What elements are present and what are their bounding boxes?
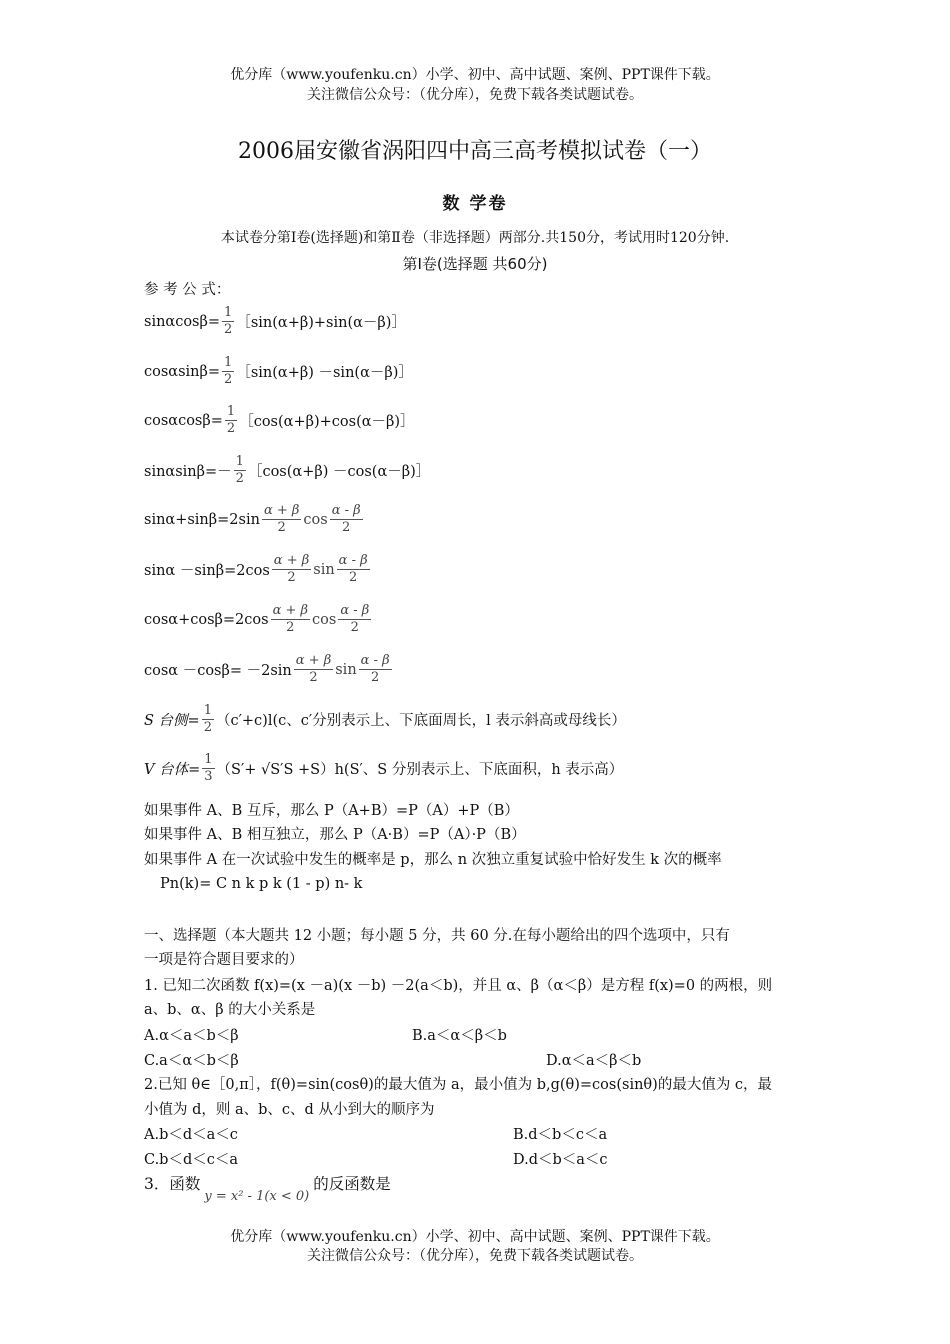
reference-formulas-title: 参 考 公 式：: [144, 282, 231, 298]
numerator: α - β: [331, 503, 361, 518]
denominator: 2: [235, 471, 244, 486]
formula-mid: sin: [335, 661, 357, 678]
footer-line-1: 优分库（www.youfenku.cn）小学、初中、高中试题、案例、PPT课件下载。: [230, 1229, 720, 1245]
denominator: 2: [287, 570, 296, 585]
event-formula-3: 如果事件 A 在一次试验中发生的概率是 p，那么 n 次独立重复试验中恰好发生 k 次的概率: [144, 852, 722, 868]
formula-9: [144, 703, 626, 736]
numerator: 1: [224, 355, 233, 370]
formula-5: [144, 503, 365, 536]
denominator: 2: [277, 520, 286, 535]
q3-prefix: 3．函数: [144, 1175, 201, 1193]
formula-8: [144, 653, 394, 686]
fraction: [202, 752, 214, 785]
formula-4: [144, 454, 430, 487]
denominator: 2: [370, 670, 380, 685]
q2-stem-1: 2.已知 θ∈［0,π］，f(θ)=sin(cosθ)的最大值为 a，最小值为 b,g(θ)=cos(sinθ)的最大值为 c，最: [144, 1077, 773, 1093]
q1-stem-2: a、b、α、β 的大小关系是: [144, 1002, 316, 1018]
event-formula-2: 如果事件 A、B 相互独立，那么 P（A·B）=P（A）·P（B）: [144, 827, 526, 843]
header-line-2: 关注微信公众号：（优分库），免费下载各类试题试卷。: [307, 87, 643, 103]
formula-rhs: （S′+ √S′S +S）h(S′、S 分别表示上、下底面积，h 表示高）: [216, 762, 624, 778]
fraction: [202, 703, 214, 736]
part1-instructions-2: 一项是符合题目要求的）: [144, 952, 304, 968]
denominator: 2: [342, 520, 351, 535]
q1-option-a: A.α＜a＜b＜β: [144, 1028, 239, 1044]
binomial-formula: Pn(k)= C n k p k (1 - p) n- k: [160, 876, 363, 892]
q3-stem: [144, 1172, 391, 1204]
q3-expression: y = x² - 1(x < 0): [204, 1189, 310, 1204]
numerator: 1: [224, 305, 233, 320]
numerator: 1: [203, 703, 212, 718]
q1-option-c: C.a＜α＜b＜β: [144, 1053, 239, 1069]
q2-option-a: A.b＜d＜a＜c: [144, 1127, 238, 1143]
footer-line-2: 关注微信公众号：（优分库），免费下载各类试题试卷。: [307, 1248, 643, 1264]
fraction: [222, 355, 234, 388]
formula-rhs: ［cos(α+β) －cos(α－β)］: [247, 464, 431, 480]
header-line-1: 优分库（www.youfenku.cn）小学、初中、高中试题、案例、PPT课件下载。: [230, 67, 720, 83]
numerator: α + β: [263, 503, 300, 518]
formula-lhs: S 台侧=: [144, 713, 200, 729]
q2-option-c: C.b＜d＜c＜a: [144, 1152, 239, 1168]
formula-mid: cos: [303, 511, 328, 528]
numerator: α - β: [360, 653, 390, 668]
q1-option-b: B.a＜α＜β＜b: [412, 1028, 507, 1044]
denominator: 2: [309, 670, 318, 685]
formula-rhs: ［sin(α+β)+sin(α－β)］: [236, 315, 406, 331]
formula-2: [144, 355, 413, 388]
fraction: [271, 603, 310, 636]
q1-option-d: D.α＜a＜β＜b: [546, 1053, 642, 1069]
denominator: 2: [226, 421, 236, 436]
denominator: 2: [286, 620, 295, 635]
q3-suffix: 的反函数是: [313, 1175, 391, 1193]
numerator: α + β: [273, 553, 310, 568]
formula-lhs: sinαcosβ=: [144, 313, 221, 330]
formula-rhs: ［sin(α+β) －sin(α－β)］: [236, 365, 413, 381]
fraction: [272, 553, 311, 586]
fraction: [225, 404, 237, 437]
formula-rhs: （c′+c)l(c、c′分别表示上、下底面周长，l 表示斜高或母线长）: [215, 713, 626, 729]
fraction: [234, 454, 246, 487]
numerator: 1: [226, 404, 236, 419]
formula-rhs: ［cos(α+β)+cos(α－β)］: [239, 414, 415, 430]
denominator: 2: [349, 570, 358, 585]
fraction: [330, 503, 363, 536]
formula-lhs: sinα －sinβ=2cos: [144, 563, 270, 579]
formula-1: [144, 305, 406, 338]
formula-lhs: cosα+cosβ=2cos: [144, 611, 269, 628]
denominator: 2: [350, 620, 359, 635]
q2-stem-2: 小值为 d，则 a、b、c、d 从小到大的顺序为: [144, 1102, 435, 1118]
event-formula-1: 如果事件 A、B 互斥，那么 P（A+B）=P（A）+P（B）: [144, 803, 519, 819]
numerator: α - β: [340, 603, 370, 618]
fraction: [337, 553, 370, 586]
numerator: α - β: [338, 553, 368, 568]
formula-10: [144, 752, 623, 785]
numerator: 1: [204, 752, 213, 767]
page-title: 2006届安徽省涡阳四中高三高考模拟试卷（一）: [238, 139, 712, 164]
denominator: 2: [224, 322, 233, 337]
numerator: α + β: [272, 603, 309, 618]
formula-mid: cos: [312, 611, 337, 628]
formula-lhs: V 台体=: [144, 762, 201, 778]
fraction: [222, 305, 234, 338]
q2-option-d: D.d＜b＜a＜c: [513, 1152, 608, 1168]
fraction: [338, 603, 371, 636]
q2-option-b: B.d＜b＜c＜a: [513, 1127, 608, 1143]
formula-7: [144, 603, 373, 636]
formula-lhs: cosαsinβ=: [144, 363, 221, 380]
formula-lhs: cosαcosβ=: [144, 412, 223, 429]
numerator: 1: [235, 454, 244, 469]
part1-instructions-1: 一、选择题（本大题共 12 小题；每小题 5 分，共 60 分.在每小题给出的四个选项中，只有: [144, 928, 730, 944]
formula-3: [144, 404, 415, 437]
numerator: α + β: [295, 653, 332, 668]
formula-lhs: sinαsinβ=－: [144, 464, 232, 480]
fraction: [294, 653, 333, 686]
denominator: 2: [203, 720, 212, 735]
fraction: [262, 503, 301, 536]
formula-lhs: sinα+sinβ=2sin: [144, 511, 260, 528]
denominator: 3: [204, 769, 213, 784]
section-title: 第Ⅰ卷(选择题 共60分): [402, 255, 548, 273]
subject-title: 数 学卷: [442, 194, 508, 214]
denominator: 2: [224, 372, 233, 387]
exam-intro: 本试卷分第Ⅰ卷(选择题)和第Ⅱ卷（非选择题）两部分.共150分，考试用时120分钟.: [220, 230, 730, 246]
fraction: [359, 653, 392, 686]
formula-lhs: cosα －cosβ= －2sin: [144, 663, 292, 679]
formula-6: [144, 553, 372, 586]
q1-stem-1: 1. 已知二次函数 f(x)=(x －a)(x －b) －2(a＜b)，并且 α、β（α＜β）是方程 f(x)=0 的两根，则: [144, 978, 773, 994]
formula-mid: sin: [313, 561, 335, 578]
